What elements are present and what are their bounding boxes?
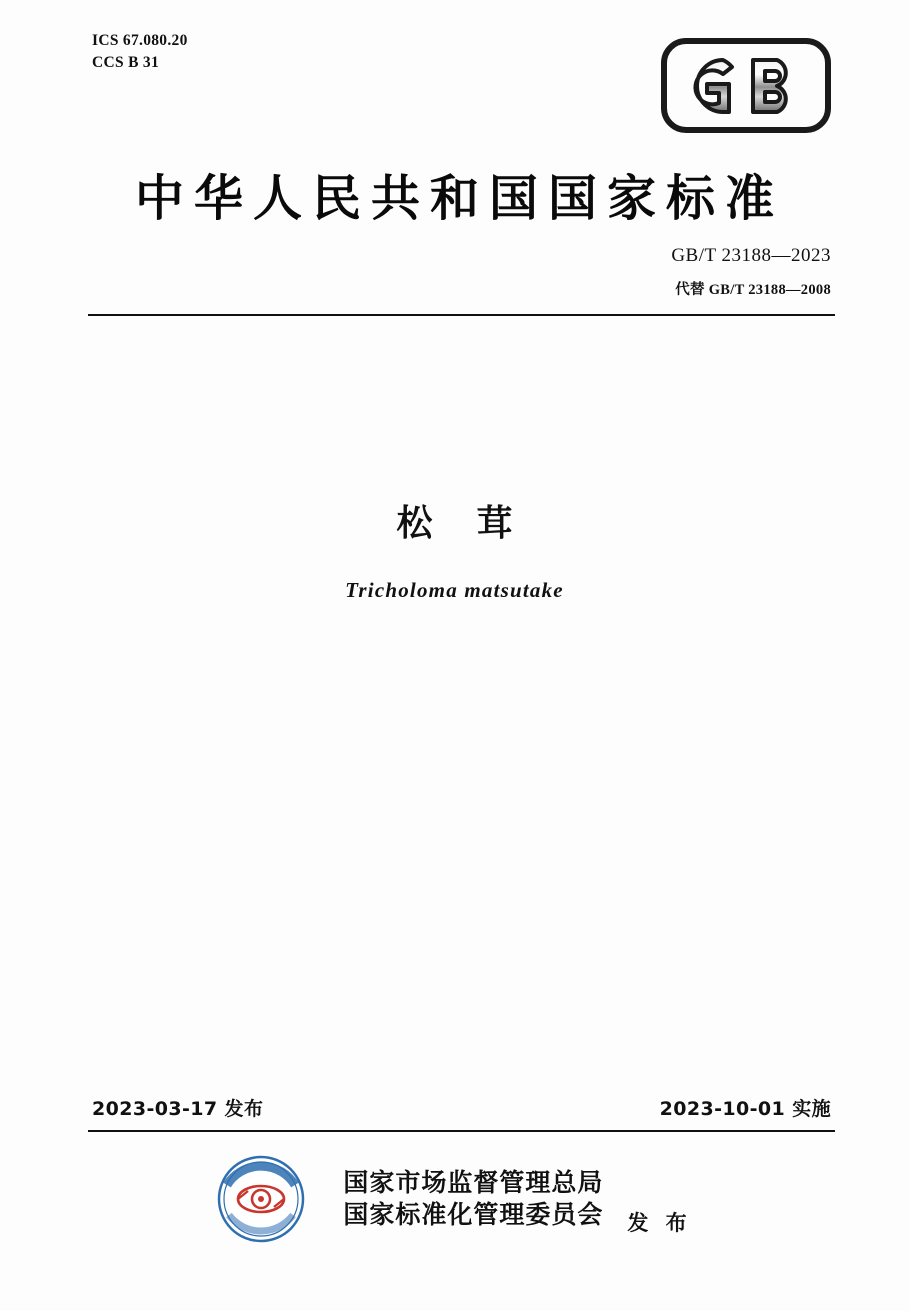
replaced-standard-number: 代替 GB/T 23188—2008 bbox=[675, 282, 831, 298]
publish-label: 发 布 bbox=[627, 1210, 692, 1235]
issue-date: 2023-03-17 发布 bbox=[92, 1098, 264, 1120]
divider-top bbox=[88, 314, 835, 316]
subject-title-latin: Tricholoma matsutake bbox=[345, 578, 564, 602]
issuer-block bbox=[0, 1155, 909, 1243]
standard-number: GB/T 23188—2023 bbox=[671, 245, 831, 266]
subject-title-chinese: 松茸 bbox=[396, 502, 557, 544]
national-emblem-icon bbox=[217, 1155, 305, 1243]
issuer-line-2: 国家标准化管理委员会 bbox=[343, 1200, 604, 1229]
issuer-names bbox=[343, 1167, 603, 1231]
issuer-line-1: 国家市场监督管理总局 bbox=[343, 1168, 604, 1197]
ics-code: ICS 67.080.20 bbox=[92, 32, 188, 49]
ccs-code: CCS B 31 bbox=[92, 54, 159, 71]
classification-codes bbox=[92, 30, 188, 74]
implementation-date: 2023-10-01 实施 bbox=[659, 1098, 831, 1120]
divider-bottom bbox=[88, 1130, 835, 1132]
gb-logo-icon bbox=[661, 38, 831, 133]
page-title: 中华人民共和国国家标准 bbox=[134, 169, 784, 227]
